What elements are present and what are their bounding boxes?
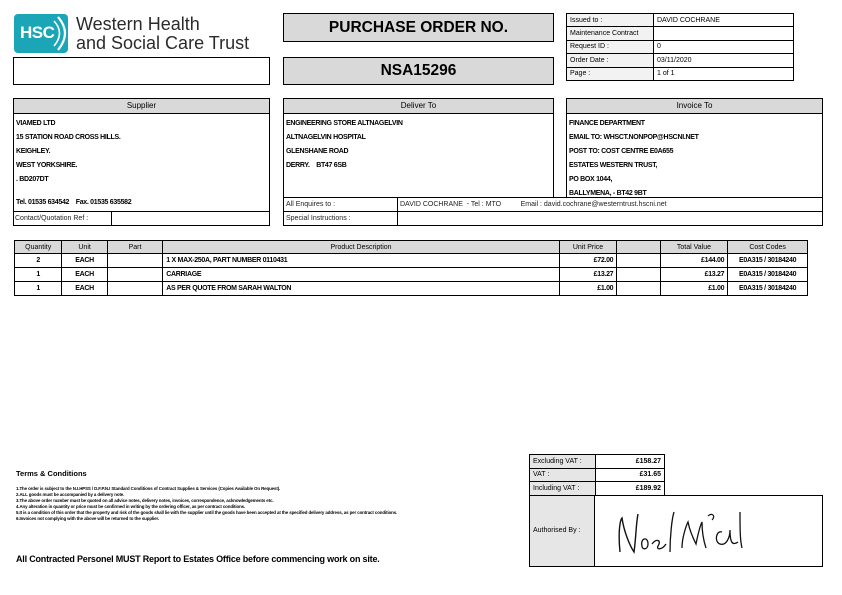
totals-value: £158.27 (596, 455, 665, 469)
cell-part (107, 268, 162, 282)
invoice-line: PO BOX 1044, (569, 176, 613, 183)
table-row (15, 268, 808, 282)
table-row (15, 282, 808, 296)
invoice-panel (566, 98, 823, 198)
hsc-swoosh-icon (14, 14, 68, 53)
meta-label: Request ID : (567, 40, 654, 53)
terms-line: 1.The order is subject to the N.I.HPSS / D.F.P.N.I Standard Conditions of Contract Supplies & Services (Copies Available On Request). (16, 486, 281, 491)
meta-row-order-date (567, 54, 794, 67)
meta-value: 03/11/2020 (654, 54, 794, 67)
supplier-line: KEIGHLEY. (16, 148, 51, 155)
supplier-line: . BD207DT (16, 176, 49, 183)
invoice-heading: Invoice To (567, 99, 822, 114)
totals-row-vat (530, 468, 665, 482)
totals-value: £31.65 (596, 468, 665, 482)
order-number: NSA15296 (283, 57, 554, 85)
cell-part (107, 254, 162, 268)
supplier-line: WEST YORKSHIRE. (16, 162, 78, 169)
header-blank-box (13, 57, 270, 85)
contact-value-field (111, 212, 269, 226)
deliver-line: ENGINEERING STORE ALTNAGELVIN (286, 120, 403, 127)
items-header-row (15, 241, 808, 254)
authorised-box (529, 495, 823, 567)
org-name-line1: Western Health (76, 14, 200, 34)
totals-value: £189.92 (596, 482, 665, 496)
special-instructions-row (283, 211, 823, 226)
deliver-line: DERRY. BT47 6SB (286, 162, 347, 169)
cell-total: £144.00 (660, 254, 728, 268)
totals-label: Including VAT : (530, 482, 596, 496)
cell-price: £1.00 (559, 282, 617, 296)
terms-line: 6.Invoices not complying with the above will be returned to the supplier. (16, 516, 159, 522)
org-logo (14, 14, 274, 54)
col-cost-codes: Cost Codes (728, 241, 808, 254)
invoice-address (567, 114, 822, 201)
invoice-line: EMAIL TO: WHSCT.NONPOP@HSCNI.NET (569, 134, 699, 141)
col-unit: Unit (62, 241, 107, 254)
meta-label: Maintenance Contract (567, 27, 654, 40)
meta-row-page (567, 67, 794, 80)
meta-label: Page : (567, 67, 654, 80)
cell-codes: E0A315 / 30184240 (728, 268, 808, 282)
special-instructions-label: Special Instructions : (286, 215, 351, 222)
terms-line: 5.It is a condition of this order that the property and risk of the goods shall lie with the supplier until the goods have been accepted at the specified delivery address, as per contract conditions. (16, 510, 398, 516)
deliver-line: ALTNAGELVIN HOSPITAL (286, 134, 366, 141)
supplier-address (14, 114, 269, 187)
contact-row (13, 211, 270, 226)
cell-unit: EACH (62, 268, 107, 282)
supplier-line: VIAMED LTD (16, 120, 56, 127)
invoice-line: BALLYMENA, - BT42 9BT (569, 190, 647, 197)
totals-label: VAT : (530, 468, 596, 482)
deliver-panel (283, 98, 554, 198)
order-meta-table (566, 13, 794, 81)
supplier-phone: Tel. 01535 634542 Fax. 01535 635582 (16, 199, 132, 206)
footer-notice: All Contracted Personel MUST Report to Estates Office before commencing work on site. (16, 554, 380, 564)
enquiries-value: DAVID COCHRANE - Tel : MTO Email : david.cochrane@westerntrust.hscni.net (397, 198, 822, 211)
cell-desc: CARRIAGE (163, 268, 560, 282)
hsc-logo-mark (14, 14, 68, 53)
meta-value: 1 of 1 (654, 67, 794, 80)
order-items-table (14, 240, 808, 296)
cell-price: £13.27 (559, 268, 617, 282)
cell-unit: EACH (62, 282, 107, 296)
org-name-line2: and Social Care Trust (76, 33, 250, 53)
deliver-heading: Deliver To (284, 99, 553, 114)
meta-row-issued-to (567, 14, 794, 27)
supplier-heading: Supplier (14, 99, 269, 114)
cell-part (107, 282, 162, 296)
cell-qty: 2 (15, 254, 62, 268)
terms-line: 4.Any alteration in quantity or price must be confirmed in writing by the ordering officer, as per contract conditions. (16, 504, 246, 510)
cell-blank (617, 282, 660, 296)
special-instructions-field (397, 212, 822, 225)
deliver-line: GLENSHANE ROAD (286, 148, 349, 155)
deliver-address (284, 114, 553, 173)
contact-label: Contact/Quotation Ref : (15, 215, 89, 222)
invoice-line: FINANCE DEPARTMENT (569, 120, 645, 127)
meta-row-maintenance (567, 27, 794, 40)
cell-blank (617, 254, 660, 268)
cell-codes: E0A315 / 30184240 (728, 282, 808, 296)
cell-price: £72.00 (559, 254, 617, 268)
meta-row-request-id (567, 40, 794, 53)
totals-row-excl-vat (530, 455, 665, 469)
meta-label: Order Date : (567, 54, 654, 67)
signature-image (612, 502, 752, 562)
cell-unit: EACH (62, 254, 107, 268)
totals-row-incl-vat (530, 482, 665, 496)
meta-value: DAVID COCHRANE (654, 14, 794, 27)
table-row (15, 254, 808, 268)
supplier-line: 15 STATION ROAD CROSS HILLS. (16, 134, 121, 141)
cell-desc: 1 X MAX-250A, PART NUMBER 0110431 (163, 254, 560, 268)
invoice-line: ESTATES WESTERN TRUST, (569, 162, 658, 169)
col-total-value: Total Value (660, 241, 728, 254)
col-blank (617, 241, 660, 254)
invoice-line: POST TO: COST CENTRE E0A655 (569, 148, 674, 155)
terms-line: 3.The above order number must be quoted on all advice notes, delivery notes, invoices, correspondence, acknowledgements etc. (16, 498, 274, 504)
col-quantity: Quantity (15, 241, 62, 254)
cell-blank (617, 268, 660, 282)
cell-qty: 1 (15, 282, 62, 296)
cell-codes: E0A315 / 30184240 (728, 254, 808, 268)
enquiries-row (283, 197, 823, 212)
terms-line: 2.ALL goods must be accompanied by a delivery note. (16, 492, 125, 498)
meta-label: Issued to : (567, 14, 654, 27)
col-description: Product Description (163, 241, 560, 254)
cell-qty: 1 (15, 268, 62, 282)
cell-total: £1.00 (660, 282, 728, 296)
authorised-label: Authorised By : (530, 496, 595, 566)
hsc-logo-text: HSC (20, 23, 55, 42)
page-title: PURCHASE ORDER NO. (283, 13, 554, 42)
terms-heading: Terms & Conditions (16, 469, 87, 478)
cell-desc: AS PER QUOTE FROM SARAH WALTON (163, 282, 560, 296)
enquiries-label: All Enquires to : (286, 201, 336, 208)
supplier-panel (13, 98, 270, 226)
meta-value: 0 (654, 40, 794, 53)
col-part: Part (107, 241, 162, 254)
cell-total: £13.27 (660, 268, 728, 282)
totals-label: Excluding VAT : (530, 455, 596, 469)
terms-section (16, 469, 536, 523)
meta-value (654, 27, 794, 40)
col-unit-price: Unit Price (559, 241, 617, 254)
totals-table (529, 454, 665, 496)
